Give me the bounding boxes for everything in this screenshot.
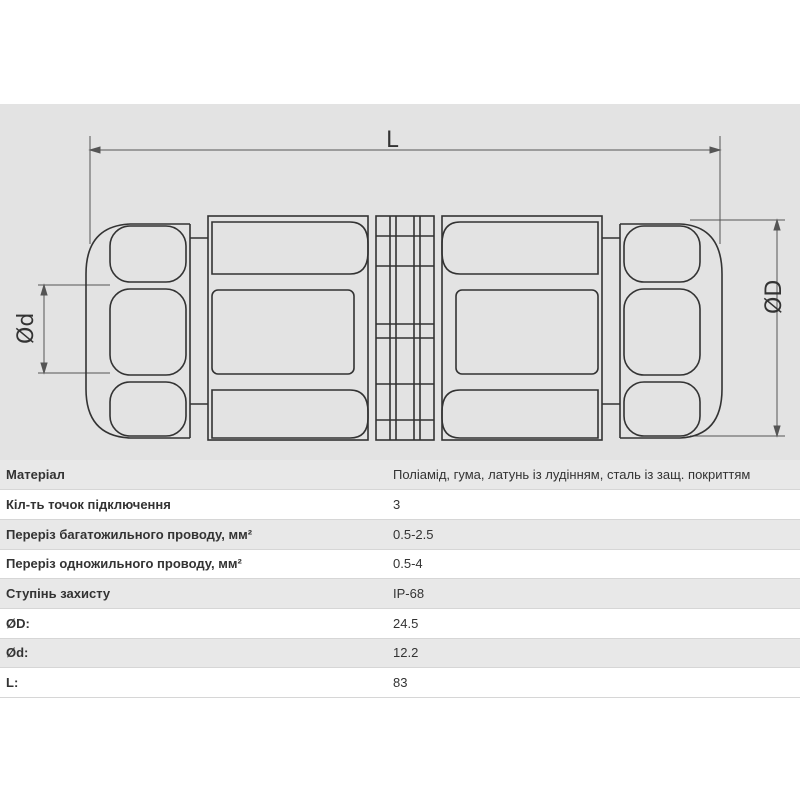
center-coupling-outline <box>376 216 434 440</box>
spec-value: 0.5-4 <box>393 556 423 572</box>
left-body-rib-middle <box>212 290 354 374</box>
left-body-outline <box>208 216 368 440</box>
right-body-rib-top <box>442 222 598 274</box>
spec-value: Поліамід, гума, латунь із лудінням, сталь із защ. покриттям <box>393 467 751 483</box>
right-body-outline <box>442 216 602 440</box>
left-cap-grip-top <box>110 226 186 282</box>
spec-row-outer-diameter <box>0 608 800 638</box>
spec-row-solid-wire <box>0 549 800 579</box>
right-cap-grip-bottom <box>624 382 700 436</box>
spec-label: L: <box>6 675 19 691</box>
left-cap-grip-bottom <box>110 382 186 436</box>
spec-label: Переріз одножильного проводу, мм² <box>6 556 242 572</box>
spec-label: Ød: <box>6 645 29 661</box>
spec-row-stranded-wire <box>0 519 800 549</box>
spec-row-length <box>0 668 800 698</box>
right-body-rib-bottom <box>442 390 598 438</box>
left-cap-outline <box>86 224 190 438</box>
spec-value: 24.5 <box>393 615 419 631</box>
spec-value: 3 <box>393 497 401 513</box>
dim-L-arrow-right <box>710 147 720 153</box>
dim-d-arrow-bottom <box>41 363 47 373</box>
right-cap-grip-top <box>624 226 700 282</box>
dim-d-label: Ød <box>14 312 39 344</box>
dim-L-arrow-left <box>90 147 100 153</box>
spec-value: 83 <box>393 675 408 691</box>
spec-row-material <box>0 460 800 490</box>
spec-row-inner-diameter <box>0 638 800 668</box>
dim-L-label: L <box>386 128 399 153</box>
left-body-rib-bottom <box>212 390 368 438</box>
dim-d-arrow-top <box>41 285 47 295</box>
left-cap-grip-middle <box>110 289 186 375</box>
spec-row-connection-points <box>0 490 800 520</box>
spec-label: Матеріал <box>6 467 65 483</box>
dim-D-label: ØD <box>762 279 787 314</box>
spec-value: 0.5-2.5 <box>393 526 434 542</box>
spec-label: Переріз багатожильного проводу, мм² <box>6 526 253 542</box>
dim-D-arrow-bottom <box>774 426 780 436</box>
right-cap-outline <box>620 224 722 438</box>
dim-D-arrow-top <box>774 220 780 230</box>
spec-value: IP-68 <box>393 586 425 602</box>
right-body-rib-middle <box>456 290 598 374</box>
spec-label: Кіл-ть точок підключення <box>6 497 171 513</box>
connector-drawing-svg <box>0 104 800 460</box>
left-body-rib-top <box>212 222 368 274</box>
spec-label: ØD: <box>6 615 30 631</box>
technical-drawing <box>0 104 800 460</box>
right-cap-grip-middle <box>624 289 700 375</box>
spec-value: 12.2 <box>393 645 419 661</box>
spec-label: Ступінь захисту <box>6 586 111 602</box>
spec-row-protection <box>0 579 800 609</box>
spec-table <box>0 460 800 698</box>
